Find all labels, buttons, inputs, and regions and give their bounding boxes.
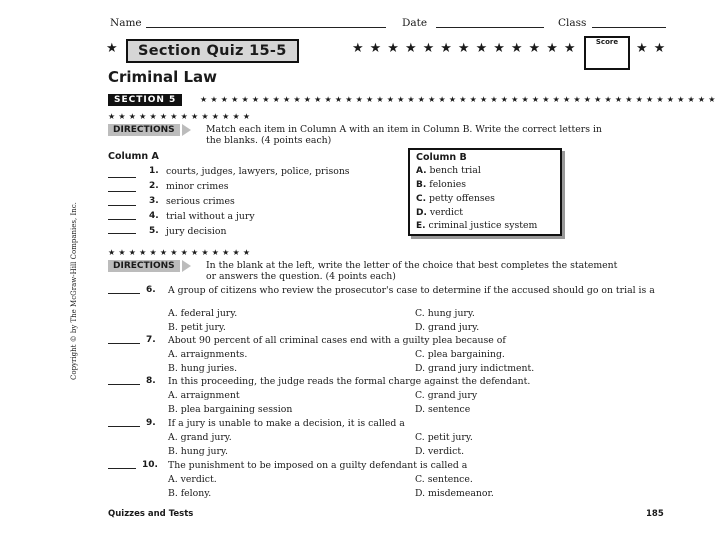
choice-letter: E.: [416, 221, 426, 231]
choice-b: B. petit jury.: [168, 322, 226, 333]
item-number: 3.: [149, 196, 159, 206]
part1-directions: Match each item in Column A with an item in Column B. Write the correct letters in the blanks. (4 points each): [206, 124, 602, 146]
choice-a: A. arraignments.: [168, 349, 248, 360]
score-label: Score: [595, 38, 619, 46]
column-b-item: criminal justice system: [428, 220, 538, 231]
column-b-title: Column B: [416, 152, 467, 163]
choice-b: B. plea bargaining session: [168, 404, 293, 415]
choice-c: C. plea bargaining.: [415, 349, 505, 360]
item-number: 1.: [149, 166, 159, 176]
page-number: 185: [646, 509, 664, 519]
choice-a: A. grand jury.: [168, 432, 232, 443]
column-a-item: trial without a jury: [166, 211, 255, 222]
choice-a: A. federal jury.: [168, 308, 238, 319]
item-number: 4.: [149, 211, 159, 221]
choice-d: D. verdict.: [415, 446, 465, 457]
directions-tag-1: DIRECTIONS: [108, 124, 180, 136]
question-stem: A group of citizens who review the prosecutor's case to determine if the accused should go on trial is a: [168, 285, 655, 296]
answer-blank-9[interactable]: [108, 426, 140, 427]
answer-blank-1[interactable]: [108, 177, 136, 178]
question-number: 8.: [146, 376, 156, 386]
answer-blank-6[interactable]: [108, 293, 140, 294]
question-stem: The punishment to be imposed on a guilty defendant is called a: [168, 460, 468, 471]
answer-blank-4[interactable]: [108, 219, 136, 220]
star-row-small-2: ★★★★★★★★★★★★★★: [108, 112, 254, 121]
column-a-title: Column A: [108, 151, 159, 162]
answer-blank-2[interactable]: [108, 191, 136, 192]
choice-letter: D.: [416, 208, 427, 218]
answer-blank-8[interactable]: [108, 384, 140, 385]
question-number: 9.: [146, 418, 156, 428]
answer-blank-7[interactable]: [108, 343, 140, 344]
choice-letter: C.: [416, 194, 427, 204]
star-row-end: ★★: [636, 41, 672, 56]
part2-directions: In the blank at the left, write the letter of the choice that best completes the statement or answers the question. (4 points each): [206, 260, 618, 282]
item-number: 2.: [149, 181, 159, 191]
choice-d: D. grand jury.: [415, 322, 480, 333]
score-box[interactable]: [584, 36, 630, 70]
name-label: Name: [110, 17, 142, 29]
question-stem: About 90 percent of all criminal cases end with a guilty plea because of: [168, 335, 506, 346]
item-number: 5.: [149, 226, 159, 236]
column-b-item: petty offenses: [429, 193, 495, 204]
answer-blank-10[interactable]: [108, 468, 136, 469]
column-a-item: serious crimes: [166, 196, 235, 207]
question-stem: If a jury is unable to make a decision, it is called a: [168, 418, 405, 429]
star-row: ★★★★★★★★★★★★★: [352, 41, 582, 56]
class-label: Class: [558, 17, 587, 29]
column-a-item: minor crimes: [166, 181, 229, 192]
choice-c: C. sentence.: [415, 474, 473, 485]
column-b-item: bench trial: [429, 165, 481, 176]
choice-d: D. grand jury indictment.: [415, 363, 535, 374]
column-b-item: verdict: [429, 207, 463, 218]
arrow-icon: [182, 124, 191, 136]
choice-c: C. petit jury.: [415, 432, 473, 443]
star-row-small: ★★★★★★★★★★★★★★★★★★★★★★★★★★★★★★★★★★★★★★★★★★★★★★★★★★: [200, 95, 719, 104]
choice-b: B. felony.: [168, 488, 212, 499]
section-tag: SECTION 5: [108, 94, 182, 106]
footer-left: Quizzes and Tests: [108, 509, 194, 519]
choice-d: D. misdemeanor.: [415, 488, 494, 499]
choice-letter: A.: [416, 166, 427, 176]
choice-letter: B.: [416, 180, 427, 190]
column-a-item: jury decision: [166, 226, 227, 237]
star-decoration: ★: [106, 41, 124, 56]
question-stem: In this proceeding, the judge reads the formal charge against the defendant.: [168, 376, 531, 387]
topic-heading: Criminal Law: [108, 68, 218, 86]
choice-c: C. grand jury: [415, 390, 478, 401]
date-label: Date: [402, 17, 428, 29]
choice-b: B. hung juries.: [168, 363, 238, 374]
column-b-box: [408, 148, 562, 236]
directions-tag-2: DIRECTIONS: [108, 260, 180, 272]
choice-d: D. sentence: [415, 404, 471, 415]
column-a-item: courts, judges, lawyers, police, prisons: [166, 166, 350, 177]
copyright-notice: Copyright © by The McGraw-Hill Companies, Inc.: [70, 202, 78, 380]
answer-blank-3[interactable]: [108, 205, 136, 206]
class-field[interactable]: [592, 27, 666, 28]
answer-blank-5[interactable]: [108, 233, 136, 234]
column-b-item: felonies: [429, 179, 466, 190]
choice-c: C. hung jury.: [415, 308, 475, 319]
choice-b: B. hung jury.: [168, 446, 228, 457]
question-number: 10.: [142, 460, 158, 470]
star-row-small-3: ★★★★★★★★★★★★★★: [108, 248, 254, 257]
quiz-title: Section Quiz 15-5: [126, 39, 299, 63]
arrow-icon: [182, 260, 191, 272]
choice-a: A. arraignment: [168, 390, 240, 401]
date-field[interactable]: [436, 27, 544, 28]
question-number: 6.: [146, 285, 156, 295]
name-field[interactable]: [146, 27, 386, 28]
question-number: 7.: [146, 335, 156, 345]
choice-a: A. verdict.: [168, 474, 217, 485]
